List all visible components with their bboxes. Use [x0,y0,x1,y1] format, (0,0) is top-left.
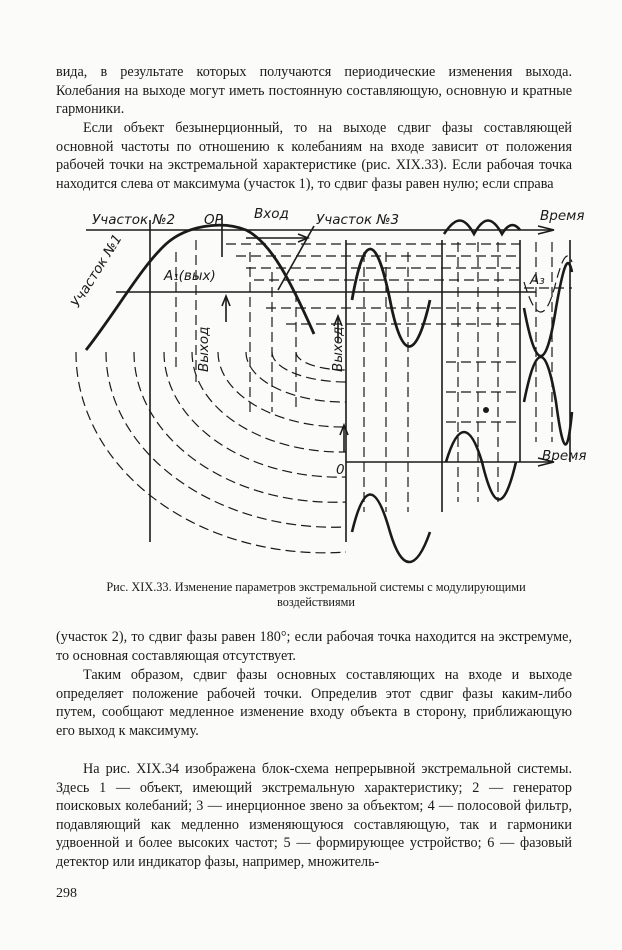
label-time-top: Время [540,208,585,224]
figure-drawing [46,212,576,572]
label-section-2: Участок №2 [92,212,176,228]
label-operating-point: ОР [204,212,223,228]
figure-caption: Рис. XIX.33. Изменение параметров экстремальной системы с модулирующими воздействиями [106,580,526,609]
paragraph-2: Если объект безынерционный, то на выходе сдвиг фазы составляющей основной частоты по отношению к колебаниям на входе зависит от положения рабочей точки на экстремальной характеристике (рис. XIX.33). Если рабочая точка находится слева от максимума (участок 1), то сдвиг фазы равен нулю; если справа [56,120,572,192]
page-number: 298 [56,886,77,901]
label-output-left: Выход [196,326,212,372]
label-time-bottom: Время [542,448,587,464]
label-a3: A₃ [530,272,545,288]
label-section-3: Участок №3 [316,212,400,228]
label-section-1: Участок №1 [68,231,126,311]
label-input: Вход [254,206,289,222]
paragraph-4: Таким образом, сдвиг фазы основных составляющих на входе и выходе определяет положение рабочей точки. Определив этот сдвиг фазы каким-либо путем, сообщают медленное изменение входу объекта в сторону, приближающую его выход к максимуму. [56,667,572,739]
figure-xix-33 [46,206,587,592]
paragraph-1: вида, в результате которых получаются периодические изменения выхода. Колебания на выходе могут иметь постоянную составляющую, основную и кратные гармоники. [56,64,572,117]
label-zero: 0 [336,462,345,478]
paragraph-5: На рис. XIX.34 изображена блок-схема непрерывной экстремальной системы. Здесь 1 — объект, имеющий экстремальную характеристику; 2 — генератор поисковых колебаний; 3 — инерционное звено за объектом; 4 — полосовой фильтр, подавляющий как медленно изменяющуюся составляющую, так и гармоники удвоенной и более высоких частот; 5 — формирующее устройство; 6 — фазовый детектор или индикатор фазы, например, множитель- [56,761,572,870]
label-a1-output: A₁(вых) [164,268,216,284]
label-output-right: Выход [330,326,346,372]
paragraph-3: (участок 2), то сдвиг фазы равен 180°; если рабочая точка находится на экстремуме, то основная составляющая отсутствует. [56,629,572,664]
